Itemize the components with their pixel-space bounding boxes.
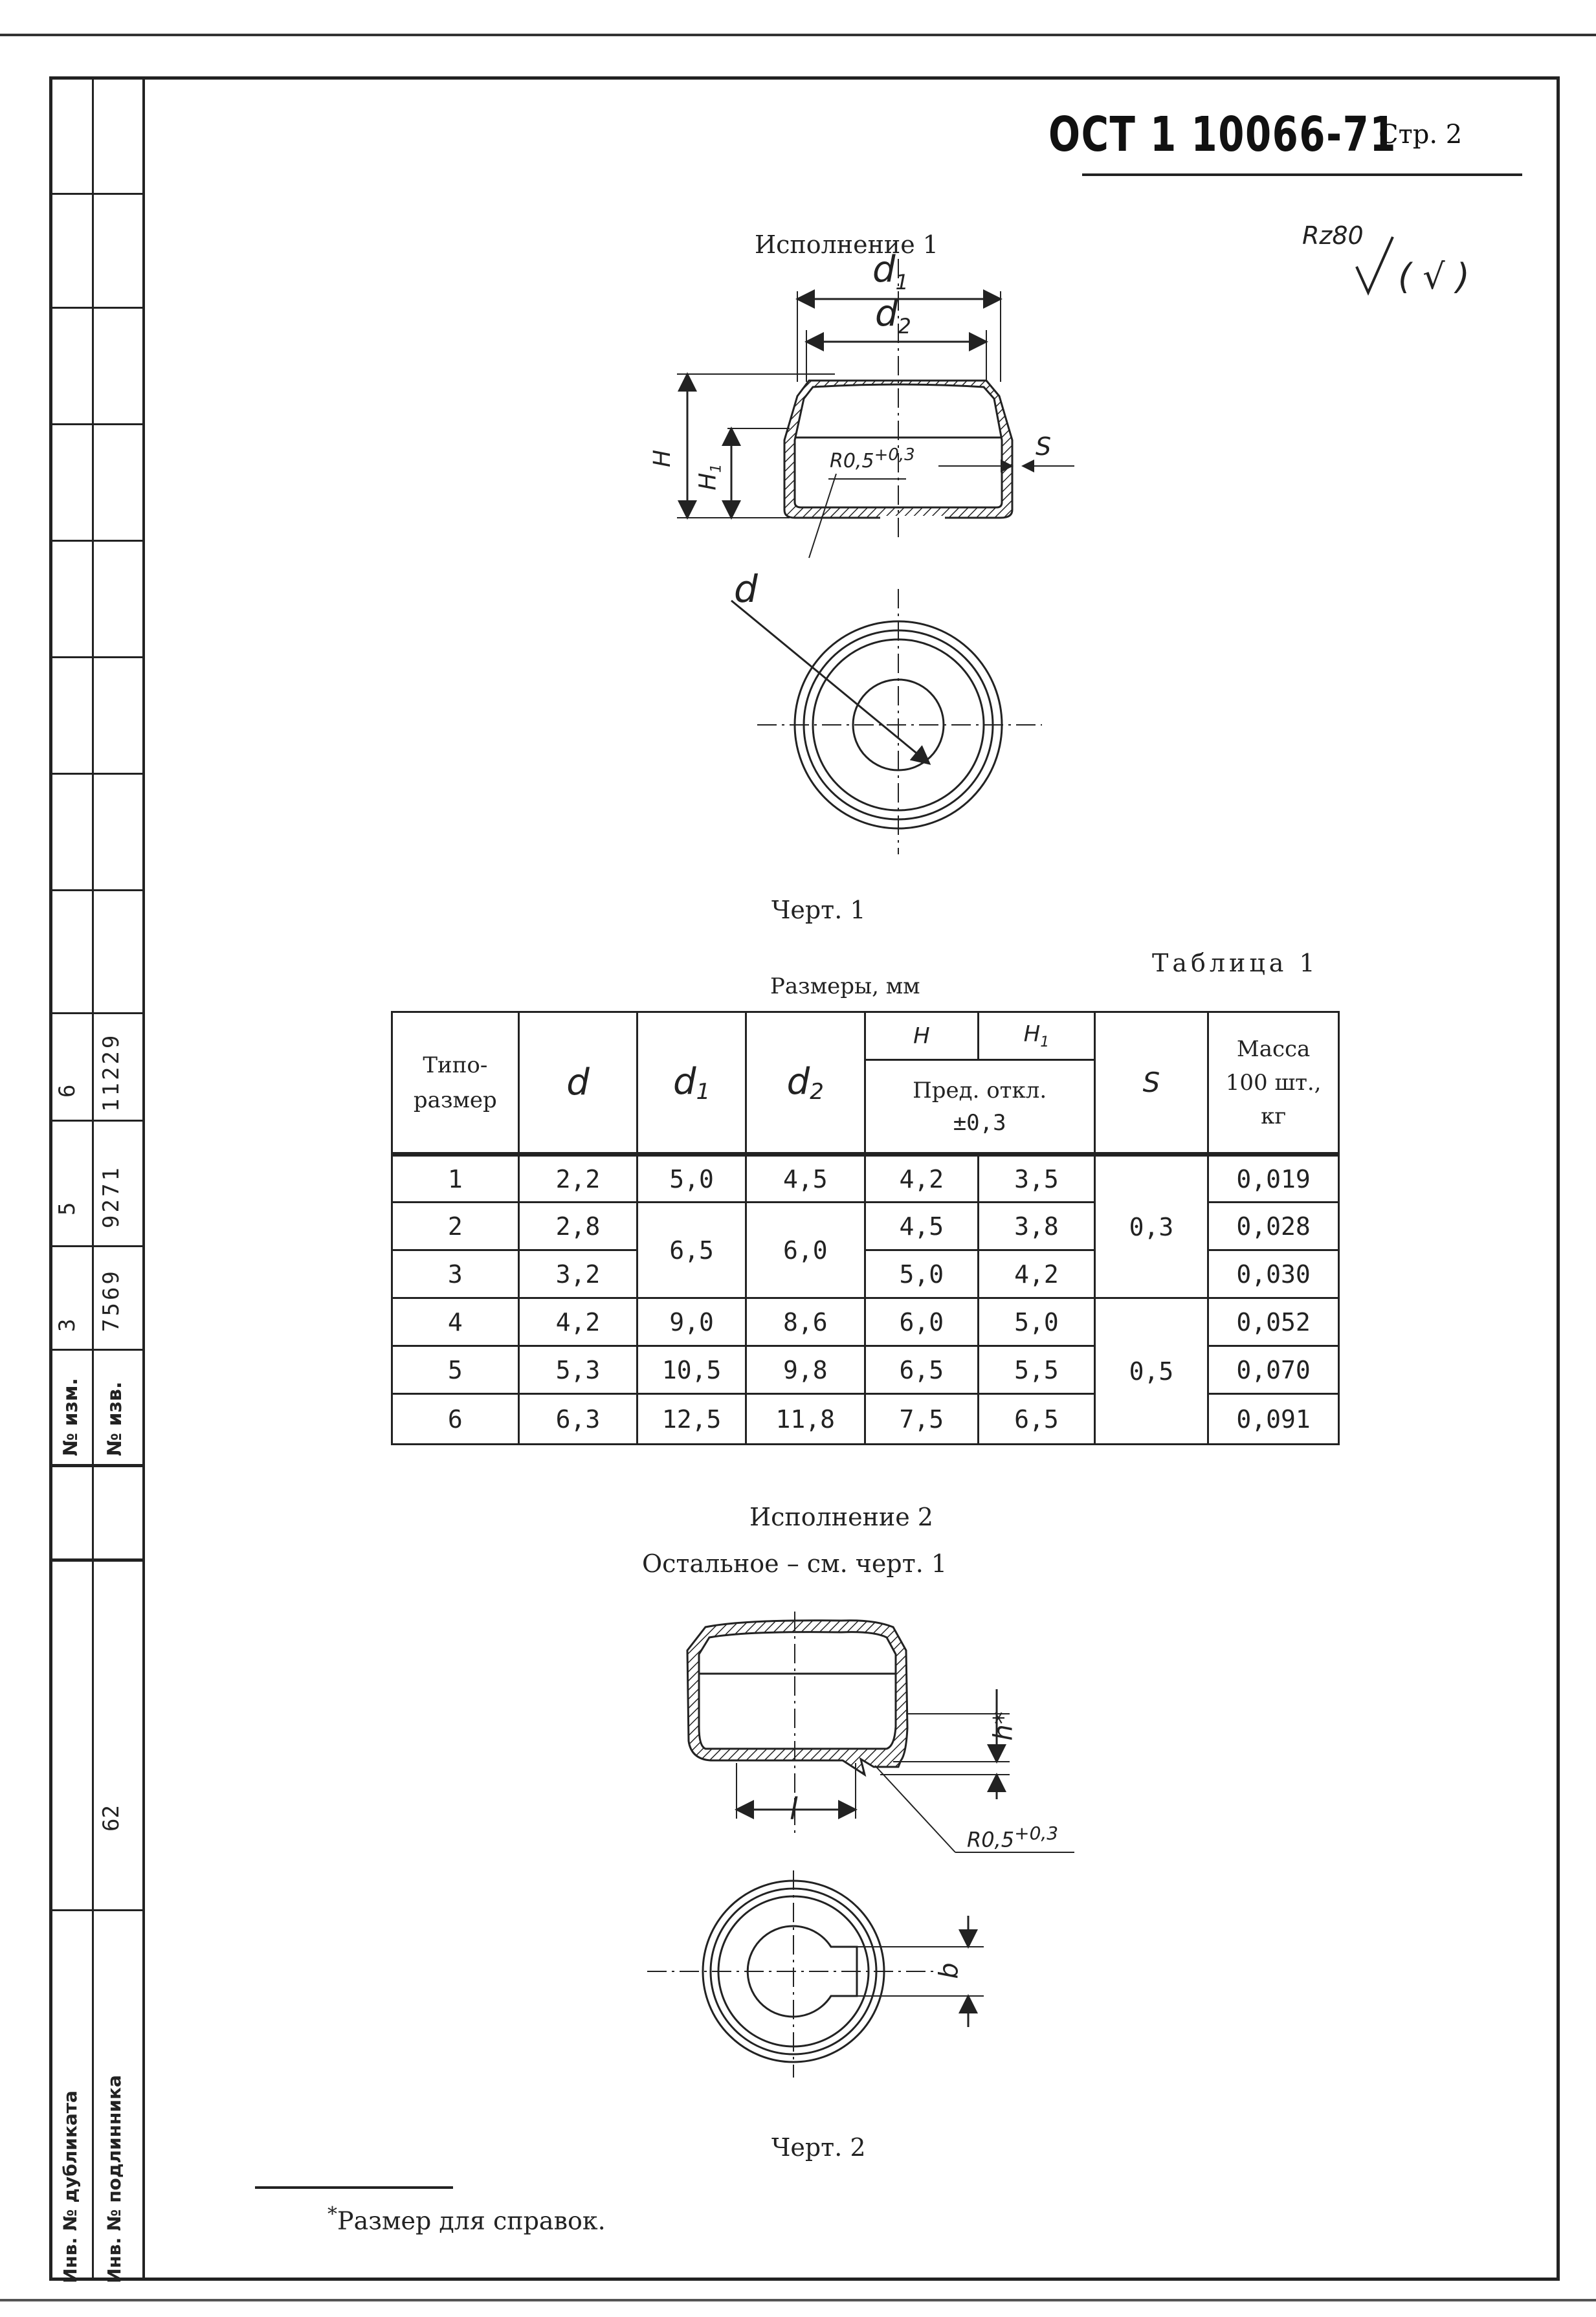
header-type: Типо- размер: [392, 1012, 519, 1155]
cell-H: 4,2: [865, 1155, 979, 1203]
cell-H1: 6,5: [979, 1394, 1095, 1445]
page-number: Стр. 2: [1379, 120, 1463, 150]
footnote-text: *Размер для справок.: [327, 2203, 606, 2235]
radius-label-2: $R0,5^{+0,3}$: [967, 1823, 1059, 1852]
cell-mass: 0,070: [1208, 1346, 1339, 1394]
figure2-note: Остальное – см. черт. 1: [642, 1549, 948, 1578]
dim-H1-label: $H_1$: [694, 463, 725, 491]
revision-number: 3: [54, 1318, 80, 1332]
cell-d: 4,2: [518, 1298, 637, 1346]
figure2-drawing: [647, 1612, 1100, 2129]
cell-type: 3: [392, 1250, 519, 1298]
cell-H: 7,5: [865, 1394, 979, 1445]
cell-mass: 0,052: [1208, 1298, 1339, 1346]
cell-d2: 11,8: [746, 1394, 865, 1445]
dim-h-label: h*: [988, 1711, 1019, 1741]
sidebar-divider: [49, 889, 142, 891]
cell-S: 0,3: [1094, 1155, 1208, 1298]
cell-H: 6,0: [865, 1298, 979, 1346]
dim-d-label: d: [734, 567, 758, 611]
table-row: [392, 1155, 1339, 1203]
sidebar-divider: [49, 1012, 142, 1014]
cell-d: 3,2: [518, 1250, 637, 1298]
sidebar-divider: [49, 1558, 142, 1562]
cell-d1: 5,0: [637, 1155, 746, 1203]
sidebar-divider: [49, 1120, 142, 1122]
cell-S: 0,5: [1094, 1298, 1208, 1445]
dim-b-label: b: [934, 1962, 964, 1979]
sidebar-divider: [49, 423, 142, 425]
figure2-caption: Черт. 2: [771, 2133, 866, 2162]
cell-d: 6,3: [518, 1394, 637, 1445]
table-header-row: [392, 1012, 1339, 1060]
header-d2: $d_2$: [746, 1012, 865, 1155]
header-mass: Масса 100 шт., кг: [1208, 1012, 1339, 1155]
header-d: d: [518, 1012, 637, 1155]
cell-mass: 0,030: [1208, 1250, 1339, 1298]
sidebar-divider: [49, 540, 142, 542]
header-H1: $H_1$: [979, 1012, 1095, 1060]
cell-H1: 3,5: [979, 1155, 1095, 1203]
sidebar-divider: [49, 193, 142, 195]
cell-d2: 8,6: [746, 1298, 865, 1346]
footnote-rule: [255, 2186, 453, 2189]
dim-H-label: H: [649, 449, 676, 468]
cell-d2: 6,0: [746, 1203, 865, 1298]
cell-H1: 3,8: [979, 1203, 1095, 1250]
cell-H: 6,5: [865, 1346, 979, 1394]
cell-d: 2,8: [518, 1203, 637, 1250]
revision-label: № изм.: [60, 1378, 82, 1456]
document-number: 9271: [98, 1165, 124, 1228]
cell-mass: 0,019: [1208, 1155, 1339, 1203]
cell-type: 1: [392, 1155, 519, 1203]
sidebar-divider: [49, 1245, 142, 1247]
dim-d2-label: $d_2$: [875, 293, 911, 339]
cell-d: 5,3: [518, 1346, 637, 1394]
sidebar-divider: [49, 773, 142, 775]
revision-sidebar: [49, 76, 145, 2281]
page-reference: 62: [98, 1805, 124, 1832]
roughness-check-icon: [1353, 233, 1398, 298]
top-border-line: [0, 34, 1596, 36]
cell-mass: 0,028: [1208, 1203, 1339, 1250]
notice-label: № изв.: [104, 1381, 126, 1456]
cell-d: 2,2: [518, 1155, 637, 1203]
document-number: 7569: [98, 1269, 124, 1332]
document-number: 11229: [98, 1032, 124, 1112]
table-number: Таблица 1: [1152, 949, 1319, 977]
dim-l-label: l: [790, 1791, 798, 1826]
cell-d2: 9,8: [746, 1346, 865, 1394]
sidebar-divider: [49, 1464, 142, 1467]
sidebar-column-left: [49, 76, 94, 2281]
header-underline: [1082, 173, 1522, 176]
cell-type: 2: [392, 1203, 519, 1250]
figure1-caption: Черт. 1: [771, 896, 866, 924]
radius-label: $R0,5^{+0,3}$: [830, 445, 915, 472]
cell-d1: 12,5: [637, 1394, 746, 1445]
document-code: ОСТ 1 10066-71: [1048, 107, 1397, 162]
dimensions-table: [391, 1011, 1340, 1445]
header-tolerance: Пред. откл. ±0,3: [865, 1060, 1094, 1155]
figure2-title: Исполнение 2: [749, 1503, 933, 1531]
sidebar-divider: [49, 1909, 142, 1911]
dim-d1-label: $d_1$: [872, 249, 909, 295]
cell-H1: 5,5: [979, 1346, 1095, 1394]
bottom-border-line: [0, 2299, 1596, 2301]
sidebar-divider: [49, 307, 142, 309]
revision-number: 6: [54, 1084, 80, 1098]
figure1-drawing: [634, 246, 1100, 854]
header-S: S: [1094, 1012, 1208, 1155]
sidebar-divider: [49, 1349, 142, 1351]
sidebar-divider: [49, 656, 142, 658]
cell-H: 5,0: [865, 1250, 979, 1298]
cell-type: 5: [392, 1346, 519, 1394]
roughness-value: Rz80: [1302, 221, 1364, 250]
cell-d2: 4,5: [746, 1155, 865, 1203]
cell-H: 4,5: [865, 1203, 979, 1250]
cell-H1: 5,0: [979, 1298, 1095, 1346]
header-d1: $d_1$: [637, 1012, 746, 1155]
cell-d1: 6,5: [637, 1203, 746, 1298]
cell-type: 4: [392, 1298, 519, 1346]
table-caption: Размеры, мм: [770, 973, 920, 999]
original-inventory-label: Инв. № подлинника: [104, 2075, 125, 2283]
figure1-title: Исполнение 1: [755, 230, 938, 259]
cell-d1: 9,0: [637, 1298, 746, 1346]
cell-d1: 10,5: [637, 1346, 746, 1394]
cell-type: 6: [392, 1394, 519, 1445]
cell-mass: 0,091: [1208, 1394, 1339, 1445]
cell-H1: 4,2: [979, 1250, 1095, 1298]
revision-number: 5: [54, 1202, 80, 1215]
table-row: [392, 1298, 1339, 1346]
dim-S-label: S: [1036, 432, 1052, 461]
roughness-mark: ( √ ): [1398, 256, 1470, 297]
duplicate-inventory-label: Инв. № дубликата: [60, 2090, 81, 2283]
header-H: H: [865, 1012, 979, 1060]
